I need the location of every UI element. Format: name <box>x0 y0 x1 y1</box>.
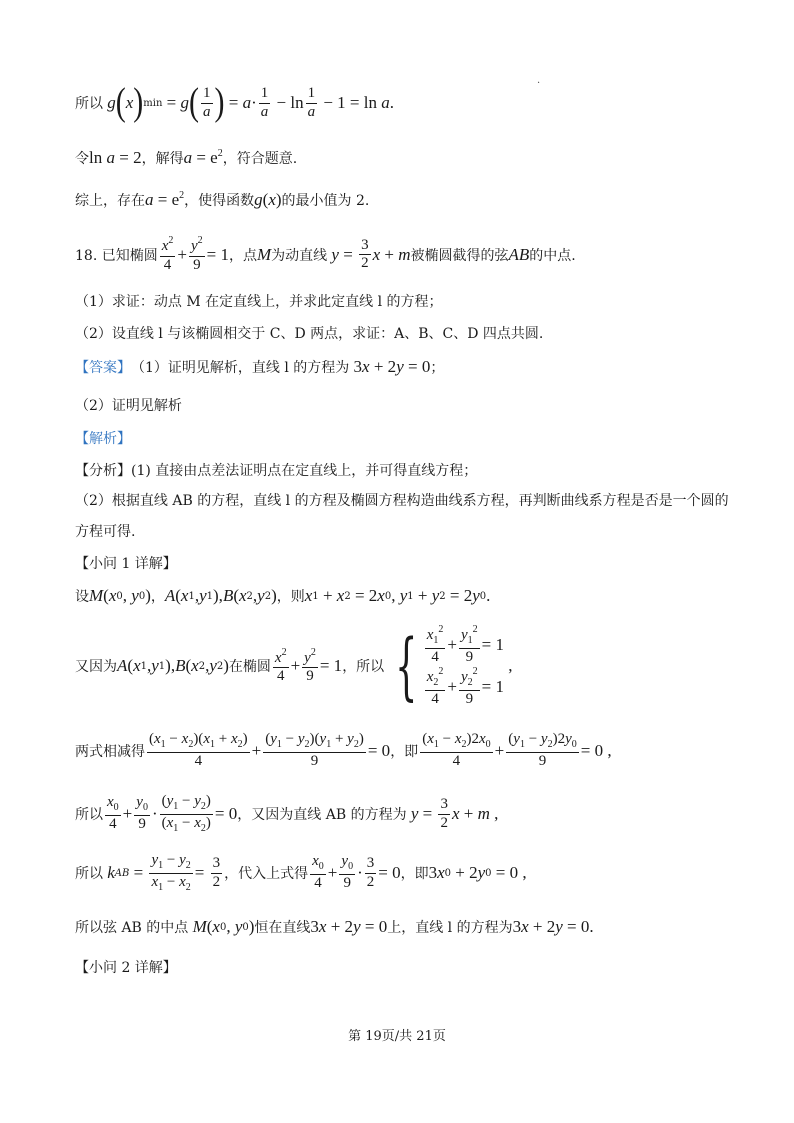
text: ，即 <box>390 743 419 760</box>
question-18: 18. 已知椭圆 $\frac{x^2}{4}$ + $\frac{y^2}{9}$ = 1 ，点 M 为动直线 y = $\frac{3}{2}$ x + m 被椭圆截得的弦 AB 的中点. <box>75 235 576 273</box>
text: ，即 <box>400 866 429 882</box>
text: 的最小值为 2. <box>281 193 370 209</box>
text: 综上，存在 <box>75 193 145 209</box>
analysis-3: 方程可得. <box>75 524 136 540</box>
text: ，代入上式得 <box>224 866 309 882</box>
text: 恒在直线 <box>254 920 311 936</box>
analysis-2: （2）根据直线 AB 的方程，直线 l 的方程及椭圆方程构造曲线系方程，再判断曲线系方程是否是一个圆的 <box>75 493 729 509</box>
text: ，所以 <box>342 659 385 676</box>
text: 两式相减得 <box>75 743 145 760</box>
text: ，点 <box>229 247 257 264</box>
point-label: M <box>257 244 272 264</box>
text: ，又因为直线 AB 的方程为 <box>237 807 407 823</box>
step-2: 又因为 A ( x 1 , y 1 ), B ( x 2 , y 2 ) 在椭圆 $\frac{x^2}{4}$ + $\frac{y^2}{9}$ = 1 ，所以 { $\frac{x_1^2}{4}$ + $\frac{y_1^2}{9}$ = 1 $\frac{x_2^2}{4}$ + $\frac{y_2^2}{9}$ = 1 , <box>75 623 513 710</box>
line-let: 令 ln a = 2 ，解得 a = $e^2$ ，符合题意. <box>75 148 298 167</box>
text: 令 <box>75 151 89 167</box>
step-3: 两式相减得 $\frac{(x_1 - x_2)(x_1 + x_2)}{4}$ + $\frac{(y_1 - y_2)(y_1 + y_2)}{9}$ = 0 ，即 $\frac{(x_1 - x_2)2x_0}{4}$ + $\frac{(y_1 - y_2)2y_0}{9}$ = 0 , <box>75 731 612 769</box>
line-gmin: 所以 g ( x ) min = g ( $\frac{1}{a}$ ) = a · $\frac{1}{a}$ − ln $\frac{1}{a}$ − 1 = ln a . <box>75 81 394 125</box>
text: 被椭圆截得的弦 <box>410 247 509 264</box>
chord-label: AB <box>508 244 530 264</box>
answer-line-2: （2）证明见解析 <box>75 398 182 414</box>
text: ； <box>430 360 445 376</box>
text: 所以 <box>75 96 103 113</box>
text: 18. 已知椭圆 <box>75 247 158 264</box>
text: 所以弦 AB 的中点 <box>75 920 189 936</box>
step-4: 所以 $\frac{x_0}{4}$ + $\frac{y_0}{9}$ · $\frac{(y_1 - y_2)}{(x_1 - x_2)}$ = 0 ，又因为直线 AB 的方程为 y = $\frac{3}{2}$ x + m , <box>75 793 499 834</box>
text: 所以 <box>75 807 103 823</box>
step-1: 设 M ( x 0 , y 0 ) ， A ( x 1 , y 1 ), B ( x 2 , y 2 ) ，则 x 1 + x 2 = 2 x 0 , y 1 + y 2 = 2 y 0 . <box>75 586 491 605</box>
text: 上，直线 l 的方程为 <box>387 920 513 936</box>
text: ，符合题意. <box>222 151 298 167</box>
text: 在椭圆 <box>228 659 271 676</box>
page-footer: 第 19页/共 21页 <box>348 1029 446 1044</box>
text: ，解得 <box>141 151 184 167</box>
text: ，则 <box>276 589 305 605</box>
sub1-tag: 【小问 1 详解】 <box>75 556 177 572</box>
q18-part1: （1）求证：动点 M 在定直线上，并求此定直线 l 的方程； <box>75 294 443 310</box>
text: 所以 <box>75 866 103 882</box>
step-6: 所以弦 AB 的中点 M ( x 0 , y 0 ) 恒在直线 3 x + 2 y = 0 上，直线 l 的方程为 3 x + 2 y = 0. <box>75 917 594 936</box>
text: （1）证明见解析，直线 l 的方程为 <box>131 360 350 376</box>
text: 又因为 <box>75 659 117 676</box>
stray-dot: · <box>537 78 541 89</box>
text: ，使得函数 <box>184 193 255 209</box>
answer-tag: 【答案】 <box>75 360 131 376</box>
step-5: 所以 k AB = $\frac{y_1 - y_2}{x_1 - x_2}$ = $\frac{3}{2}$ ，代入上式得 $\frac{x_0}{4}$ + $\frac{y_0}{9}$ · $\frac{3}{2}$ = 0 ，即 3 x 0 + 2 y 0 = 0 , <box>75 852 527 893</box>
text: 的中点. <box>529 247 576 264</box>
text: 设 <box>75 589 89 605</box>
q18-part2: （2）设直线 l 与该椭圆相交于 C、D 两点，求证：A、B、C、D 四点共圆. <box>75 326 544 342</box>
analysis-tag: 【解析】 <box>75 431 131 447</box>
answer-line-1: 【答案】 （1）证明见解析，直线 l 的方程为 3 x + 2 y = 0 ； <box>75 357 445 376</box>
analysis-1: 【分析】(1) 直接由点差法证明点在定直线上，并可得直线方程； <box>75 463 478 479</box>
text: 为动直线 <box>271 247 328 264</box>
line-conclusion: 综上，存在 a = $e^2$ ，使得函数 g ( x ) 的最小值为 2. <box>75 190 370 209</box>
sub2-tag: 【小问 2 详解】 <box>75 960 177 976</box>
